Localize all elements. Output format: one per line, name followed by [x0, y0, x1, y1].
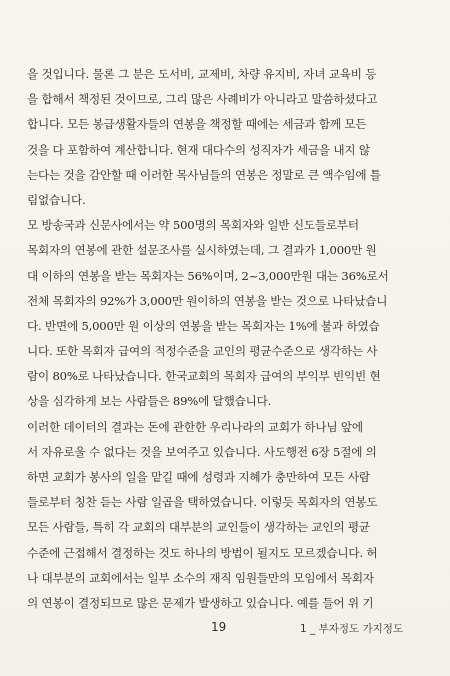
text-line: 합니다. 모든 봉급생활자들의 연봉을 책정할 때에는 세금과 함께 모든 [27, 117, 367, 132]
text-line: 전체 목회자의 92%가 3,000만 원이하의 연봉을 받는 것으로 나타났습니 [27, 293, 388, 308]
page-number: 19 [211, 620, 227, 634]
running-header: 1 _ 부자정도 가지정도 [300, 623, 404, 635]
text-line: 의 연봉이 결정되므로 많은 문제가 발생하고 있습니다. 예를 들어 위 기 [27, 595, 374, 610]
body-text [27, 62, 408, 616]
text-line: 다. 반면에 5,000만 원 이상의 연봉을 받는 목회자는 1%에 불과 하였습 [27, 318, 380, 333]
text-line: 나 대부분의 교회에서는 일부 소수의 재직 임원들만의 모임에서 목회자 [27, 570, 374, 585]
text-line: 을 것입니다. 물론 그 분은 도서비, 교제비, 차량 유지비, 자녀 교육비 등 [27, 67, 377, 81]
text-line: 림없습니다. [27, 192, 86, 207]
text-line: 모 방송국과 신문사에서는 약 500명의 목회자와 일반 신도들로부터 [27, 218, 359, 233]
text-line: 서 자유로울 수 없다는 것을 보여주고 있습니다. 사도행전 6장 5절에 의 [27, 444, 377, 459]
page-footer [0, 620, 450, 644]
paragraph-1 [27, 62, 408, 213]
paragraph-3 [27, 415, 408, 617]
text-line: 이러한 데이터의 결과는 돈에 관한한 우리나라의 교회가 하나님 앞에 [27, 419, 363, 434]
text-line: 니다. 또한 목회자 급여의 적정수준을 교인의 평균수준으로 생각하는 사 [27, 344, 378, 359]
text-line: 람이 80%로 나타났습니다. 한국교회의 목회자 급여의 부익부 빈익빈 현 [27, 369, 381, 384]
text-line: 하면 교회가 봉사의 일을 맡길 때에 성령과 지혜가 충만하여 모든 사람 [27, 470, 370, 484]
text-line: 것을 다 포함하여 계산합니다. 현재 대다수의 성직자가 세금을 내지 않 [27, 142, 370, 157]
text-line: 모든 사람들, 특히 각 교회의 대부분의 교인들이 생각하는 교인의 평균 [27, 520, 370, 535]
text-line: 대 이하의 연봉을 받는 목회자는 56%이며, 2~3,000만원 대는 36%로서 [27, 268, 389, 283]
paragraph-2 [27, 213, 408, 415]
text-line: 수준에 근접해서 결정하는 것도 하나의 방법이 될지도 모르겠습니다. 허 [27, 545, 378, 560]
text-line: 을 합해서 책정된 것이므로, 그리 많은 사례비가 아니라고 말씀하셨다고 [27, 92, 378, 107]
text-line: 들로부터 칭찬 듣는 사람 일곱을 택하였습니다. 이렇듯 목회자의 연봉도 [27, 495, 378, 510]
text-line: 상을 심각하게 보는 사람들은 89%에 달했습니다. [27, 394, 272, 409]
text-line: 는다는 것을 감안할 때 이러한 목사님들의 연봉은 정말로 큰 액수임에 틀 [27, 167, 381, 182]
text-line: 목회자의 연봉에 관한 설문조사를 실시하였는데, 그 결과가 1,000만 원 [27, 243, 377, 258]
